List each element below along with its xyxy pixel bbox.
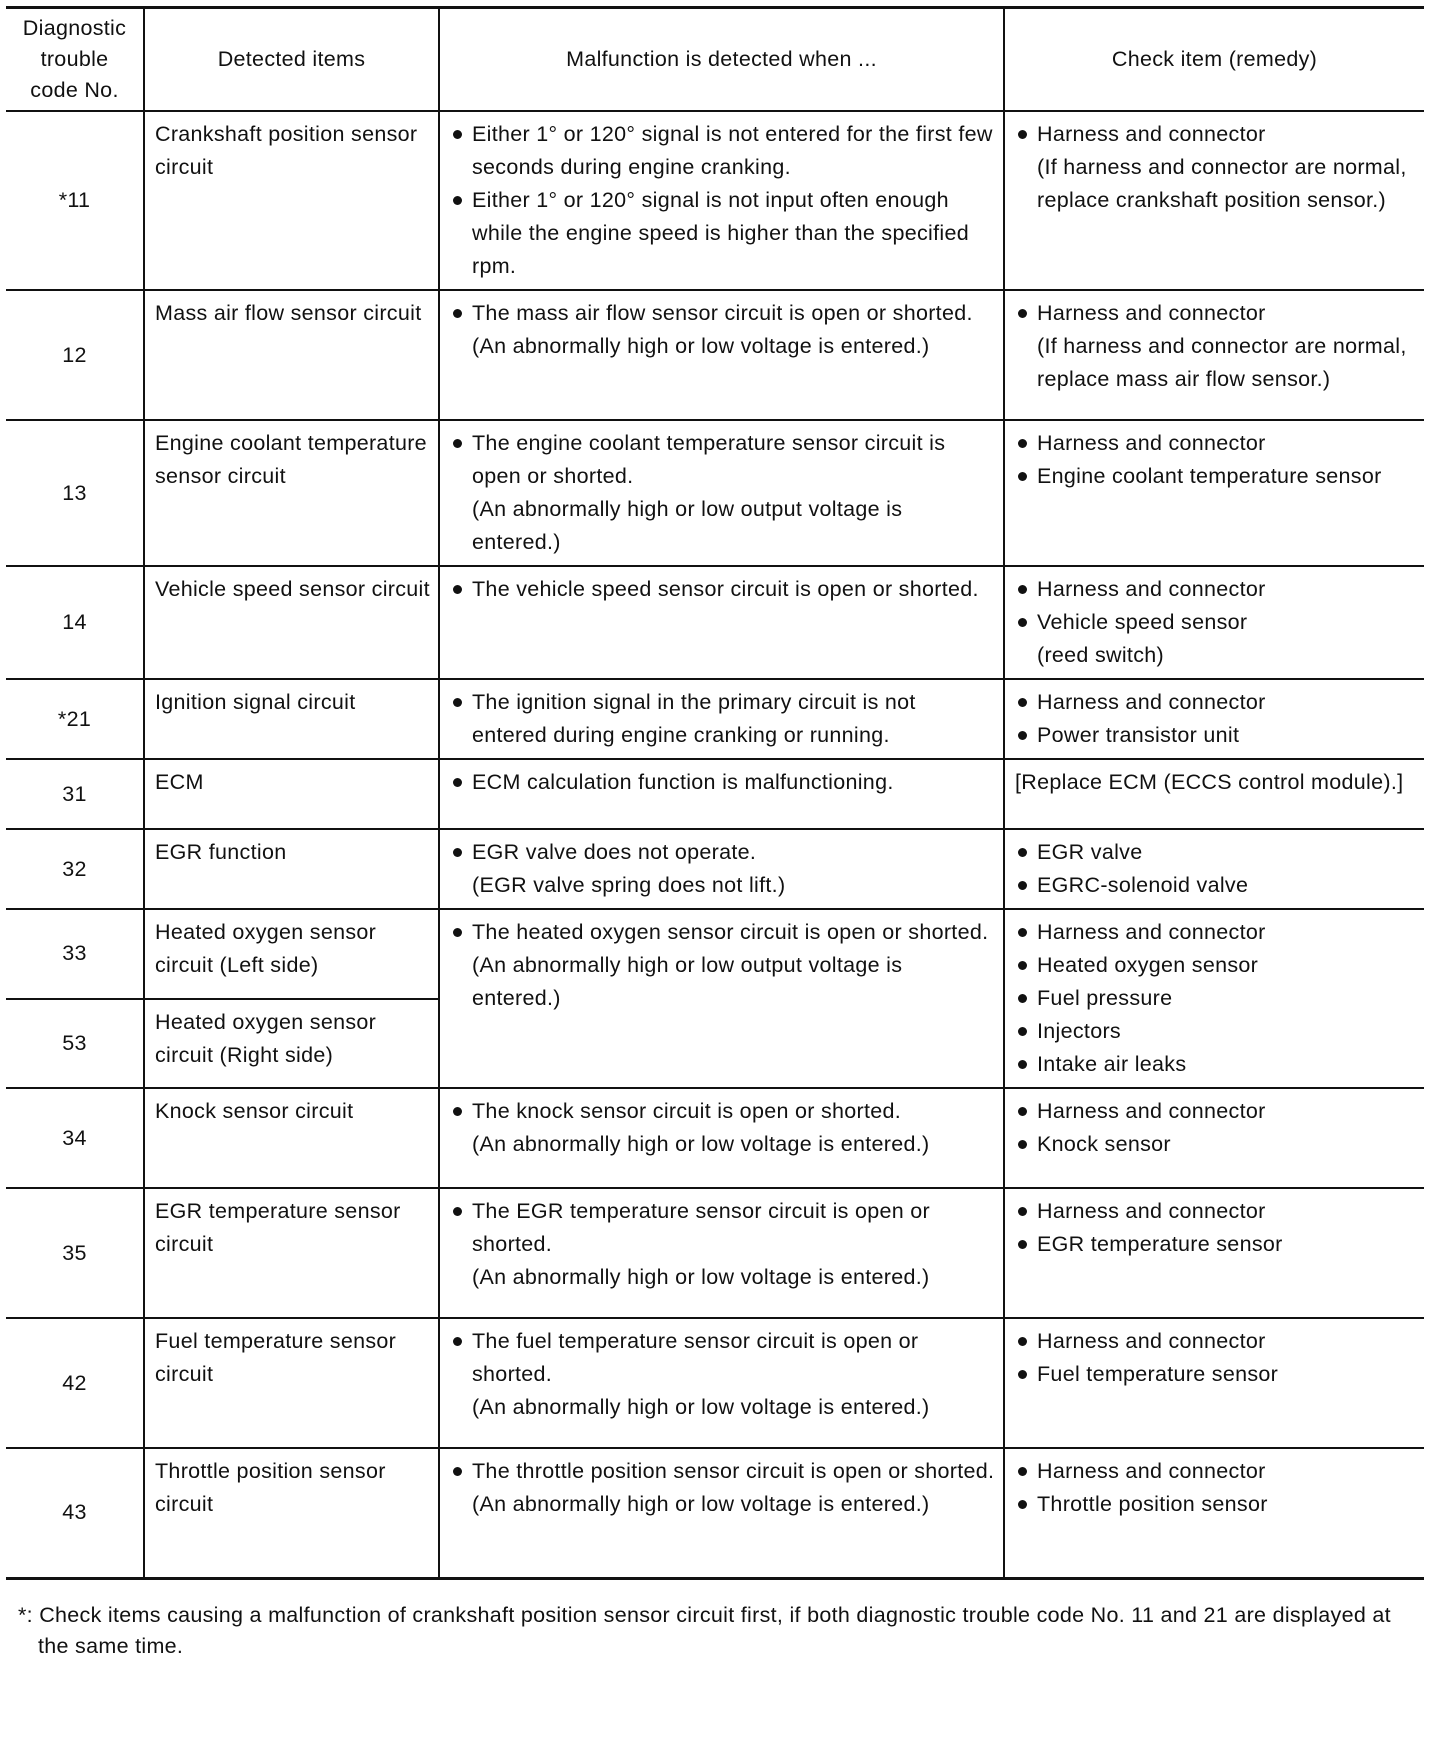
malfunction-bullet: The heated oxygen sensor circuit is open or shorted. <box>450 916 995 949</box>
malfunction-note: (An abnormally high or low voltage is entered.) <box>472 1492 930 1516</box>
detected-item-cell: Throttle position sensor circuit <box>144 1448 439 1578</box>
malfunction-bullet: The engine coolant temperature sensor circuit is open or shorted. <box>450 427 995 493</box>
code-cell: 42 <box>6 1318 144 1448</box>
detected-item-cell: Ignition signal circuit <box>144 679 439 759</box>
check-cell <box>1004 829 1424 909</box>
check-cell <box>1004 679 1424 759</box>
table-row <box>6 909 1424 999</box>
malfunction-cell <box>439 420 1004 566</box>
document-page <box>6 6 1424 1662</box>
detected-item-cell: Heated oxygen sensor circuit (Left side) <box>144 909 439 999</box>
table-header-row <box>6 8 1424 112</box>
malfunction-bullet: The throttle position sensor circuit is open or shorted. <box>450 1455 995 1488</box>
detected-item-cell: EGR temperature sensor circuit <box>144 1188 439 1318</box>
malfunction-cell <box>439 759 1004 829</box>
table-row <box>6 566 1424 679</box>
check-bullet: EGRC-solenoid valve <box>1015 869 1416 902</box>
detected-item-cell: Knock sensor circuit <box>144 1088 439 1188</box>
malfunction-bullet: The mass air flow sensor circuit is open or shorted. <box>450 297 995 330</box>
table-row <box>6 1318 1424 1448</box>
malfunction-bullet: The knock sensor circuit is open or shorted. <box>450 1095 995 1128</box>
check-bullet: Power transistor unit <box>1015 719 1416 752</box>
code-cell: 12 <box>6 290 144 420</box>
malfunction-cell <box>439 909 1004 1088</box>
check-cell <box>1004 1188 1424 1318</box>
check-bullet: Engine coolant temperature sensor <box>1015 460 1416 493</box>
check-note: (If harness and connector are normal, replace mass air flow sensor.) <box>1037 334 1407 391</box>
check-bullet: Harness and connector <box>1015 916 1416 949</box>
check-cell <box>1004 111 1424 290</box>
check-bullet: Harness and connector <box>1015 1325 1416 1358</box>
detected-item-cell: Fuel temperature sensor circuit <box>144 1318 439 1448</box>
table-row <box>6 759 1424 829</box>
detected-item-cell: ECM <box>144 759 439 829</box>
malfunction-bullet: The EGR temperature sensor circuit is open or shorted. <box>450 1195 995 1261</box>
check-bullet: Vehicle speed sensor <box>1015 606 1416 639</box>
header-detected-items: Detected items <box>144 8 439 112</box>
code-cell: 34 <box>6 1088 144 1188</box>
detected-item-cell: Heated oxygen sensor circuit (Right side) <box>144 999 439 1089</box>
malfunction-bullet: The vehicle speed sensor circuit is open or shorted. <box>450 573 995 606</box>
check-bullet: Harness and connector <box>1015 686 1416 719</box>
check-cell <box>1004 420 1424 566</box>
check-bullet: Harness and connector <box>1015 427 1416 460</box>
malfunction-cell <box>439 1188 1004 1318</box>
check-bullet: EGR valve <box>1015 836 1416 869</box>
malfunction-bullet: The fuel temperature sensor circuit is open or shorted. <box>450 1325 995 1391</box>
malfunction-bullet: EGR valve does not operate. <box>450 836 995 869</box>
malfunction-bullet: Either 1° or 120° signal is not input often enough while the engine speed is higher than the specified rpm. <box>450 184 995 283</box>
malfunction-bullet: The ignition signal in the primary circuit is not entered during engine cranking or running. <box>450 686 995 752</box>
footnote: *: Check items causing a malfunction of crankshaft position sensor circuit first, if both diagnostic trouble code No. 11 and 21 are displayed at the same time. <box>18 1602 1391 1658</box>
detected-item-cell: Vehicle speed sensor circuit <box>144 566 439 679</box>
code-cell: *11 <box>6 111 144 290</box>
check-note: [Replace ECM (ECCS control module).] <box>1015 770 1404 794</box>
malfunction-note: (An abnormally high or low voltage is entered.) <box>472 334 930 358</box>
malfunction-note: (An abnormally high or low voltage is entered.) <box>472 1265 930 1289</box>
malfunction-cell <box>439 566 1004 679</box>
check-cell <box>1004 566 1424 679</box>
check-bullet: Harness and connector <box>1015 1455 1416 1488</box>
check-bullet: Throttle position sensor <box>1015 1488 1416 1521</box>
check-bullet: Harness and connector <box>1015 1195 1416 1228</box>
check-note: (reed switch) <box>1037 643 1164 667</box>
malfunction-cell <box>439 290 1004 420</box>
diagnostic-trouble-code-table <box>6 6 1424 1580</box>
header-code: Diagnostic trouble code No. <box>6 8 144 112</box>
malfunction-note: (An abnormally high or low voltage is entered.) <box>472 1132 930 1156</box>
detected-item-cell: Mass air flow sensor circuit <box>144 290 439 420</box>
check-bullet: Heated oxygen sensor <box>1015 949 1416 982</box>
table-row <box>6 290 1424 420</box>
check-bullet: Fuel temperature sensor <box>1015 1358 1416 1391</box>
code-cell: 14 <box>6 566 144 679</box>
code-cell: *21 <box>6 679 144 759</box>
check-bullet: Knock sensor <box>1015 1128 1416 1161</box>
malfunction-cell <box>439 829 1004 909</box>
code-cell: 13 <box>6 420 144 566</box>
header-malfunction: Malfunction is detected when ... <box>439 8 1004 112</box>
malfunction-cell <box>439 1448 1004 1578</box>
table-row <box>6 679 1424 759</box>
table-row <box>6 1088 1424 1188</box>
malfunction-cell <box>439 111 1004 290</box>
header-check-item: Check item (remedy) <box>1004 8 1424 112</box>
malfunction-note: (EGR valve spring does not lift.) <box>472 873 786 897</box>
malfunction-bullet: Either 1° or 120° signal is not entered for the first few seconds during engine cranking. <box>450 118 995 184</box>
check-bullet: Intake air leaks <box>1015 1048 1416 1081</box>
check-bullet: EGR temperature sensor <box>1015 1228 1416 1261</box>
detected-item-cell: EGR function <box>144 829 439 909</box>
table-row <box>6 1448 1424 1578</box>
table-row <box>6 111 1424 290</box>
code-cell: 35 <box>6 1188 144 1318</box>
check-cell <box>1004 759 1424 829</box>
check-note: (If harness and connector are normal, replace crankshaft position sensor.) <box>1037 155 1407 212</box>
code-cell: 43 <box>6 1448 144 1578</box>
check-bullet: Injectors <box>1015 1015 1416 1048</box>
table-row <box>6 1188 1424 1318</box>
malfunction-note: (An abnormally high or low voltage is entered.) <box>472 1395 930 1419</box>
malfunction-cell <box>439 1318 1004 1448</box>
check-bullet: Harness and connector <box>1015 573 1416 606</box>
malfunction-cell <box>439 1088 1004 1188</box>
check-cell <box>1004 1088 1424 1188</box>
check-bullet: Harness and connector <box>1015 297 1416 330</box>
code-cell: 32 <box>6 829 144 909</box>
malfunction-note: (An abnormally high or low output voltage is entered.) <box>472 497 903 554</box>
detected-item-cell: Crankshaft position sensor circuit <box>144 111 439 290</box>
check-cell <box>1004 1448 1424 1578</box>
check-bullet: Harness and connector <box>1015 1095 1416 1128</box>
detected-item-cell: Engine coolant temperature sensor circuit <box>144 420 439 566</box>
code-cell: 31 <box>6 759 144 829</box>
check-cell <box>1004 1318 1424 1448</box>
code-cell: 33 <box>6 909 144 999</box>
check-bullet: Fuel pressure <box>1015 982 1416 1015</box>
code-cell: 53 <box>6 999 144 1089</box>
malfunction-bullet: ECM calculation function is malfunctioning. <box>450 766 995 799</box>
check-bullet: Harness and connector <box>1015 118 1416 151</box>
table-row <box>6 829 1424 909</box>
malfunction-note: (An abnormally high or low output voltage is entered.) <box>472 953 903 1010</box>
table-row <box>6 420 1424 566</box>
check-cell <box>1004 290 1424 420</box>
malfunction-cell <box>439 679 1004 759</box>
check-cell <box>1004 909 1424 1088</box>
